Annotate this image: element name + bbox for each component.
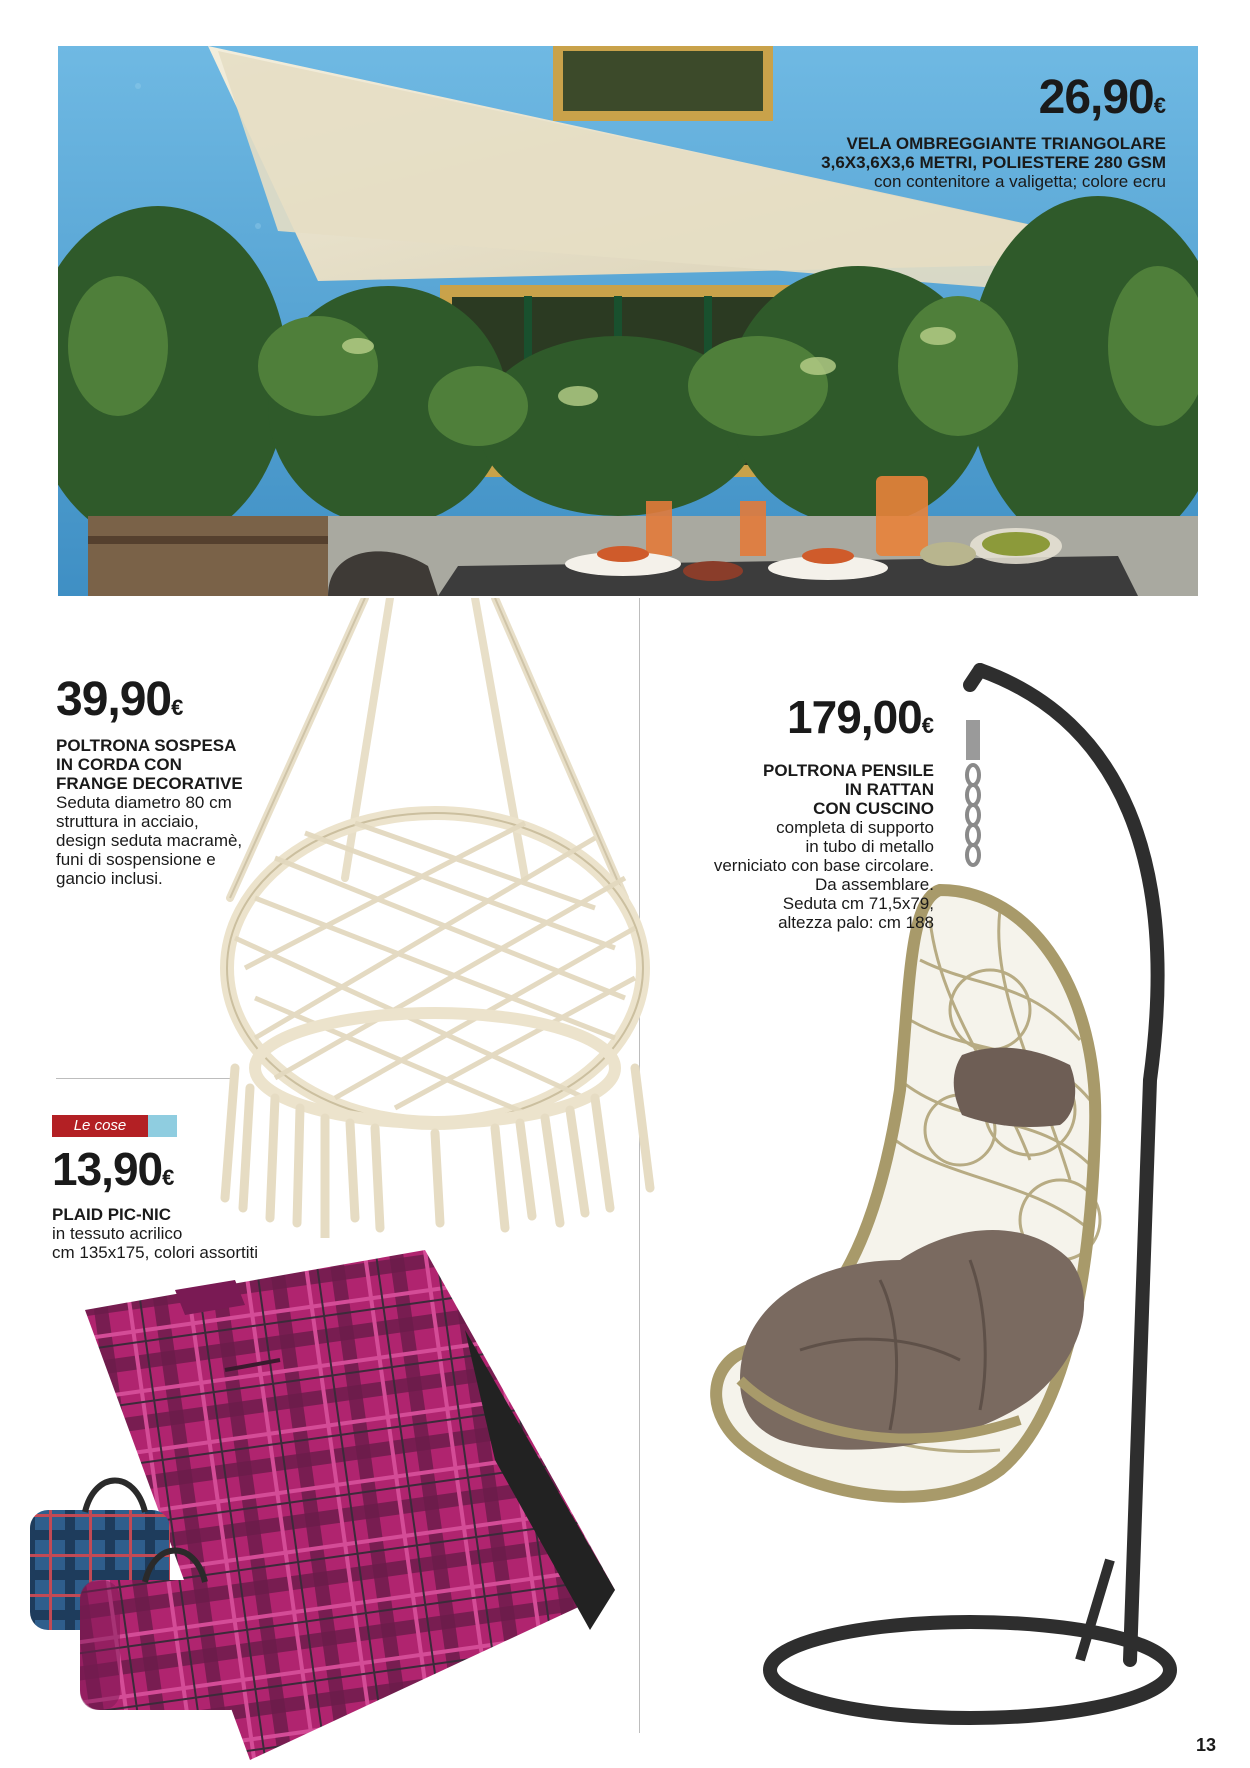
picnic-blanket-desc-line-1: in tessuto acrilico xyxy=(52,1224,183,1243)
picnic-blanket-offer xyxy=(52,1142,342,1262)
hammock-chair-price: 39,90€ xyxy=(56,673,184,726)
rattan-chair-title-line-2: IN RATTAN xyxy=(844,780,934,799)
hammock-chair-title-line-3: FRANGE DECORATIVE xyxy=(56,774,243,793)
hammock-chair-desc-line-1: Seduta diametro 80 cm xyxy=(56,793,232,812)
rattan-chair-desc-line-5: Seduta cm 71,5x79, xyxy=(782,894,934,913)
picnic-blanket-price: 13,90€ xyxy=(52,1143,175,1195)
rattan-chair-desc-line-1: completa di supporto xyxy=(776,818,934,837)
picnic-blanket-image xyxy=(25,1250,640,1760)
sail-price: 26,90€ xyxy=(1038,71,1166,124)
hammock-chair-desc-line-3: design seduta macramè, xyxy=(56,831,243,850)
brand-badge-blue xyxy=(148,1115,177,1137)
rattan-chair-price: 179,00€ xyxy=(787,691,934,743)
hammock-chair-desc-line-5: gancio inclusi. xyxy=(56,869,163,888)
brand-badge xyxy=(52,1115,177,1137)
hammock-chair-desc-line-4: funi di sospensione e xyxy=(56,850,216,869)
sail-offer xyxy=(646,70,1166,191)
sail-desc: con contenitore a valigetta; colore ecru xyxy=(873,172,1166,191)
hammock-chair-offer xyxy=(56,672,316,888)
rattan-chair-desc-line-4: Da assemblare. xyxy=(814,875,934,894)
rattan-chair-desc-line-6: altezza palo: cm 188 xyxy=(778,913,934,932)
hammock-chair-title-line-2: IN CORDA CON xyxy=(56,755,182,774)
sail-title-line-2: 3,6X3,6X3,6 METRI, POLIESTERE 280 GSM xyxy=(821,153,1166,172)
picnic-blanket-title: PLAID PIC-NIC xyxy=(52,1205,171,1224)
brand-name: Le cose xyxy=(73,1117,127,1134)
picnic-blanket-desc-line-2: cm 135x175, colori assortiti xyxy=(52,1243,258,1262)
sail-title-line-1: VELA OMBREGGIANTE TRIANGOLARE xyxy=(846,134,1166,153)
hammock-chair-title-line-1: POLTRONA SOSPESA xyxy=(56,736,237,755)
page-number: 13 xyxy=(1195,1735,1216,1755)
hammock-chair-desc-line-2: struttura in acciaio, xyxy=(56,812,199,831)
rattan-chair-title-line-1: POLTRONA PENSILE xyxy=(763,761,934,780)
rattan-chair-desc-line-3: verniciato con base circolare. xyxy=(713,856,934,875)
rattan-chair-desc-line-2: in tubo di metallo xyxy=(805,837,934,856)
rattan-chair-offer xyxy=(614,690,934,932)
brand-badge-red xyxy=(52,1115,148,1137)
rattan-chair-title-line-3: CON CUSCINO xyxy=(813,799,934,818)
